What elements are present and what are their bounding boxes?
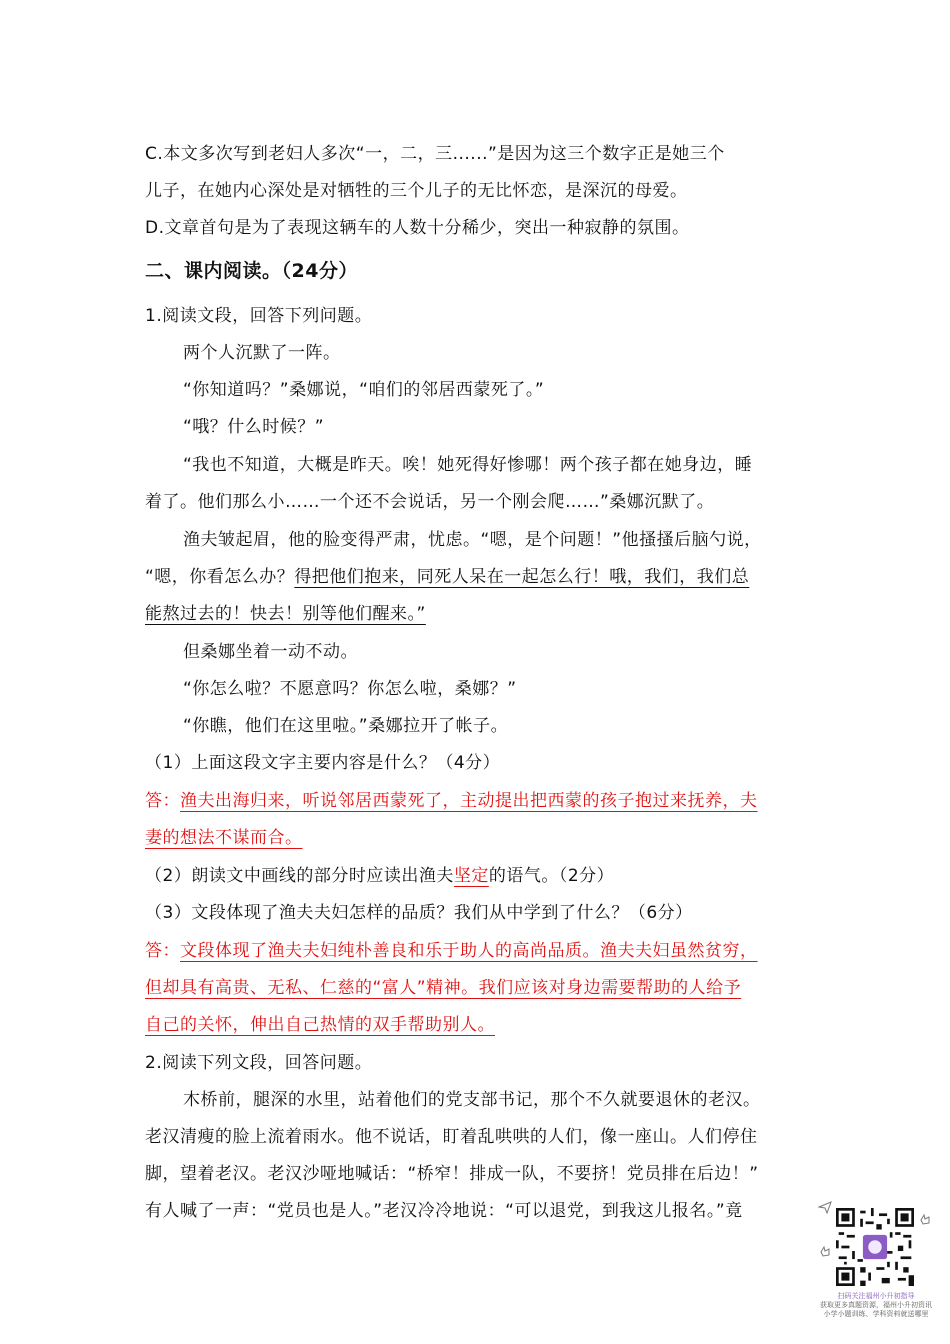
answer-3 [145,976,741,1000]
passage-1-paragraph [145,565,749,589]
question-text: （2）朗读文中画线的部分时应读出渔夫 [145,866,454,886]
passage-1-paragraph: 但桑娜坐着一动不动。 [183,642,358,662]
passage-2-paragraph: 脚，望着老汉。老汉沙哑地喊话：“桥窄！排成一队，不要挤！党员排在后边！” [145,1164,759,1184]
fill-in-answer: 坚定 [453,866,489,886]
hand-pointer-icon [918,1212,932,1226]
option-c-line-2: 儿子，在她内心深处是对牺牲的三个儿子的无比怀恋，是深沉的母爱。 [145,181,688,201]
passage-1-paragraph: 两个人沉默了一阵。 [183,343,341,363]
passage-2-paragraph: 木桥前，腿深的水里，站着他们的党支部书记，那个不久就要退休的老汉。 [183,1090,761,1110]
passage-1-paragraph: “我也不知道，大概是昨天。唉！她死得好惨哪！两个孩子都在她身边，睡 [183,455,753,475]
passage-1-paragraph: “你怎么啦？不愿意吗？你怎么啦，桑娜？” [183,679,517,699]
question-1-prompt: 1.阅读文段，回答下列问题。 [145,306,373,326]
answer-1 [145,826,303,850]
passage-1-paragraph [145,602,426,626]
answer-label: 答： [145,791,180,811]
qr-code-badge[interactable] [818,1198,932,1324]
passage-plain-text: “嗯，你看怎么办？ [145,567,295,587]
passage-1-paragraph: “你瞧，他们在这里啦。”桑娜拉开了帐子。 [183,716,509,736]
passage-2-paragraph: 老汉清瘦的脸上流着雨水。他不说话，盯着乱哄哄的人们，像一座山。人们停住 [145,1127,758,1147]
answer-1 [145,789,758,813]
answer-text: 渔夫出海归来，听说邻居西蒙死了，主动提出把西蒙的孩子抱过来抚养，夫 [180,791,758,811]
qr-caption: 扫码关注福州小升初指导 获取更多真题资源，福州小升初资讯 小学小题训练、学科资料就送哪里 [820,1292,932,1318]
question-2-prompt: 2.阅读下列文段，回答问题。 [145,1053,373,1073]
sub-question-2 [145,864,614,888]
paper-plane-icon [818,1200,832,1214]
section-heading: 二、课内阅读。（24分） [145,260,358,282]
answer-3 [145,939,758,963]
passage-1-paragraph: 渔夫皱起眉，他的脸变得严肃，忧虑。“嗯，是个问题！”他搔搔后脑勺说， [183,530,762,550]
sub-question-1: （1）上面这段文字主要内容是什么？（4分） [145,753,501,773]
answer-3 [145,1013,495,1037]
qr-code [836,1208,914,1286]
answer-label: 答： [145,941,180,961]
passage-1-paragraph: “你知道吗？”桑娜说，“咱们的邻居西蒙死了。” [183,380,545,400]
underlined-sentence: 得把他们抱来，同死人呆在一起怎么行！哦，我们，我们总 [294,567,750,587]
sub-question-3: （3）文段体现了渔夫夫妇怎样的品质？我们从中学到了什么？（6分） [145,903,693,923]
passage-1-paragraph: “哦？什么时候？” [183,417,325,437]
underlined-sentence: 能熬过去的！快去！别等他们醒来。” [145,604,426,624]
passage-2-paragraph: 有人喊了一声：“党员也是人。”老汉冷冷地说：“可以退党，到我这儿报名。”竟 [145,1201,743,1221]
answer-text: 但却具有高贵、无私、仁慈的“富人”精神。我们应该对身边需要帮助的人给予 [145,978,742,998]
answer-text: 妻的想法不谋而合。 [145,828,303,848]
option-d: D.文章首句是为了表现这辆车的人数十分稀少，突出一种寂静的氛围。 [145,218,690,238]
question-text: 的语气。（2分） [488,866,615,886]
hand-pointer-icon [818,1244,832,1258]
passage-1-paragraph: 着了。他们那么小……一个还不会说话，另一个刚会爬……”桑娜沉默了。 [145,492,715,512]
answer-text: 自己的关怀，伸出自己热情的双手帮助别人。 [145,1015,495,1035]
option-c-line-1: C.本文多次写到老妇人多次“一，二，三......”是因为这三个数字正是她三个 [145,144,725,164]
answer-text: 文段体现了渔夫夫妇纯朴善良和乐于助人的高尚品质。渔夫夫妇虽然贫穷， [180,941,758,961]
